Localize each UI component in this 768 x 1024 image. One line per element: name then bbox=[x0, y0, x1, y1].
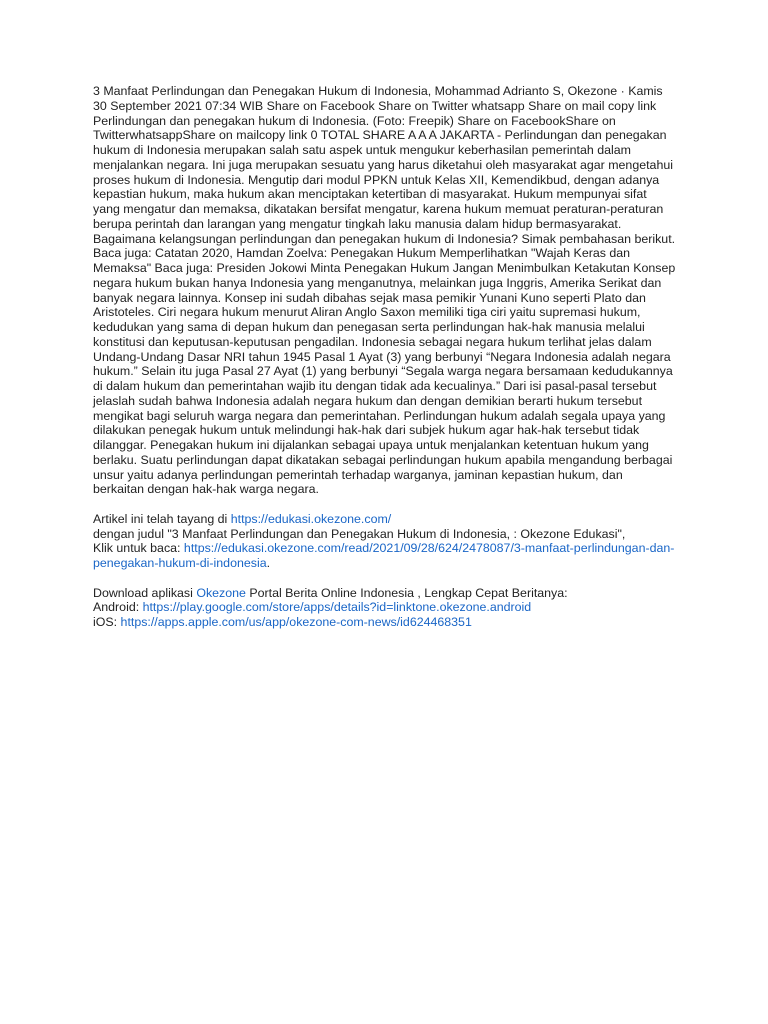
published-prefix: Artikel ini telah tayang di bbox=[93, 511, 231, 526]
okezone-link[interactable]: Okezone bbox=[196, 585, 246, 600]
read-suffix: . bbox=[266, 556, 271, 570]
read-prefix: Klik untuk baca: bbox=[93, 541, 184, 556]
android-app-link[interactable]: https://play.google.com/store/apps/details?id=linktone.okezone.android bbox=[142, 600, 532, 615]
paragraph-gap bbox=[93, 497, 677, 512]
android-label: Android: bbox=[93, 600, 143, 615]
download-block bbox=[93, 586, 677, 630]
attribution-block bbox=[93, 512, 677, 571]
read-article-link[interactable]: https://edukasi.okezone.com/read/2021/09/28/624/2478087/3-manfaat-perlindungan-dan-penegakan-hukum-di-indonesia bbox=[93, 541, 675, 570]
article-body: 3 Manfaat Perlindungan dan Penegakan Hukum di Indonesia, Mohammad Adrianto S, Okezone · Kamis 30 September 2021 07:34 WIB Share on Facebook Share on Twitter whatsapp Share on mail copy link Perlindungan dan penegakan hukum di Indonesia. (Foto: Freepik) Share on FacebookShare on TwitterwhatsappShare on mailcopy link 0 TOTAL SHARE A A A JAKARTA - Perlindungan dan penegakan hukum di Indonesia merupakan salah satu aspek untuk mengukur keberhasilan pemerintah dalam menjalankan negara. Ini juga merupakan sesuatu yang harus diketahui oleh masyarakat agar mengetahui proses hukum di Indonesia. Mengutip dari modul PPKN untuk Kelas XII, Kemendikbud, dengan adanya kepastian hukum, maka hukum akan menciptakan ketertiban di masyarakat. Hukum mempunyai sifat yang mengatur dan memaksa, dikatakan bersifat mengatur, karena hukum memuat peraturan-peraturan berupa perintah dan larangan yang mengatur tingkah laku manusia dalam hidup bermasyarakat. Bagaimana kelangsungan perlindungan dan penegakan hukum di Indonesia? Simak pembahasan berikut. Baca juga: Catatan 2020, Hamdan Zoelva: Penegakan Hukum Memperlihatkan "Wajah Keras dan Memaksa" Baca juga: Presiden Jokowi Minta Penegakan Hukum Jangan Menimbulkan Ketakutan Konsep negara hukum bukan hanya Indonesia yang menganutnya, melainkan juga Inggris, Amerika Serikat dan banyak negara lainnya. Konsep ini sudah dibahas sejak masa pemikir Yunani Kuno seperti Plato dan Aristoteles. Ciri negara hukum menurut Aliran Anglo Saxon memiliki tiga ciri yaitu supremasi hukum, kedudukan yang sama di depan hukum dan penegasan serta perlindungan hak-hak manusia melalui konstitusi dan keputusan-keputusan pengadilan. Indonesia sebagai negara hukum terlihat jelas dalam Undang-Undang Dasar NRI tahun 1945 Pasal 1 Ayat (3) yang berbunyi “Negara Indonesia adalah negara hukum.” Selain itu juga Pasal 27 Ayat (1) yang berbunyi “Segala warga negara bersamaan kedudukannya di dalam hukum dan pemerintahan wajib itu dengan tidak ada kecualinya.” Dari isi pasal-pasal tersebut jelaslah sudah bahwa Indonesia adalah negara hukum dan dengan demikian berarti hukum tersebut mengikat bagi seluruh warga negara dan pemerintahan. Perlindungan hukum adalah segala upaya yang dilakukan penegak hukum untuk melindungi hak-hak dari subjek hukum agar hak-hak tersebut tidak dilanggar. Penegakan hukum ini dijalankan sebagai upaya untuk menjalankan ketentuan hukum yang berlaku. Suatu perlindungan dapat dikatakan sebagai perlindungan hukum apabila mengandung berbagai unsur yaitu adanya perlindungan pemerintah terhadap warganya, jaminan kepastian hukum, dan berkaitan dengan hak-hak warga negara. bbox=[93, 84, 676, 497]
published-link[interactable]: https://edukasi.okezone.com/ bbox=[230, 511, 392, 526]
title-line: dengan judul "3 Manfaat Perlindungan dan Penegakan Hukum di Indonesia, : Okezone Edukasi", bbox=[93, 526, 626, 541]
document-page bbox=[93, 84, 677, 630]
download-suffix: Portal Berita Online Indonesia , Lengkap Cepat Beritanya: bbox=[245, 585, 568, 600]
download-prefix: Download aplikasi bbox=[93, 585, 197, 600]
ios-label: iOS: bbox=[93, 615, 121, 629]
ios-app-link[interactable]: https://apps.apple.com/us/app/okezone-com-news/id624468351 bbox=[120, 615, 472, 629]
paragraph-gap bbox=[93, 571, 677, 586]
